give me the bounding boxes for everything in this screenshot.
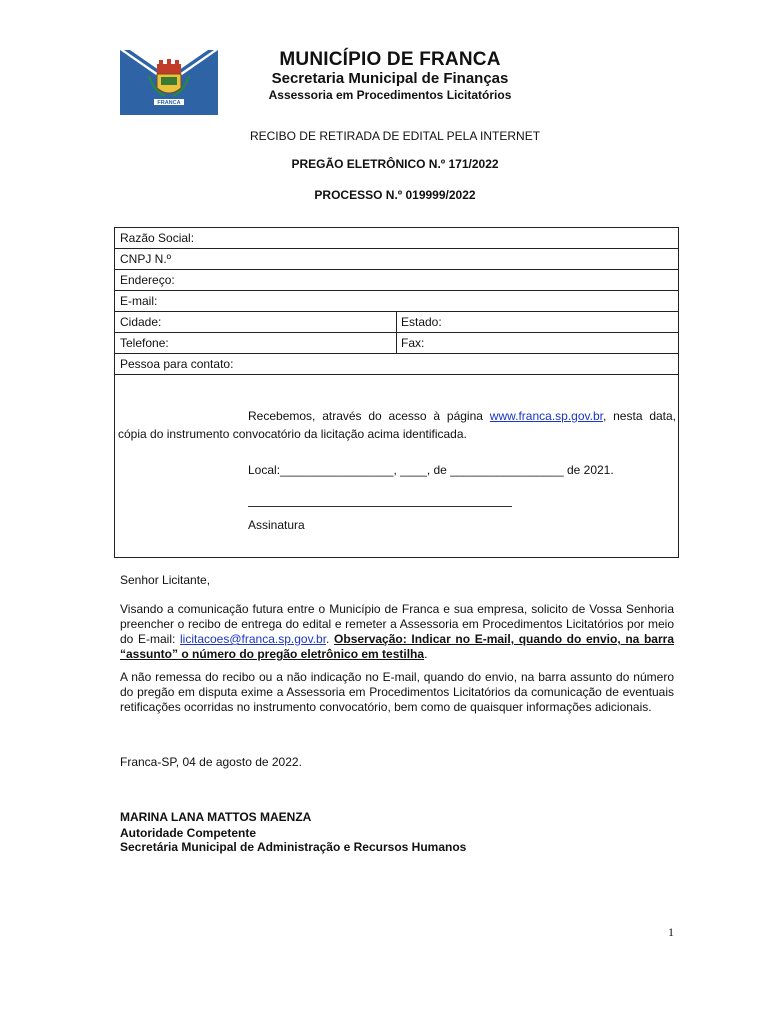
pessoa-contato-label: Pessoa para contato: bbox=[120, 357, 234, 371]
signatory-name: MARINA LANA MATTOS MAENZA bbox=[120, 810, 312, 824]
email-field[interactable] bbox=[115, 291, 678, 312]
receipt-form bbox=[114, 227, 679, 558]
signatory-role: Autoridade Competente bbox=[120, 826, 257, 840]
cidade-estado-row bbox=[115, 312, 678, 333]
telefone-fax-row bbox=[115, 333, 678, 354]
svg-text:FRANCA: FRANCA bbox=[157, 100, 181, 106]
razao-social-field[interactable] bbox=[115, 228, 678, 249]
receipt-text-end: , nesta data, cópia do instrumento convocatório da licitação acima identificada. bbox=[118, 409, 677, 441]
date-place: Franca-SP, 04 de agosto de 2022. bbox=[120, 755, 302, 769]
licitacoes-email-link[interactable]: licitacoes@franca.sp.gov.br bbox=[180, 632, 327, 646]
instructions-text: Visando a comunicação futura entre o Município de Franca e sua empresa, solicito de Vossa Senhoria preencher o recibo de entrega do edital e remeter a Assessoria em Procedimentos Licitatórios por meio do E-mail: bbox=[120, 602, 674, 646]
page-number: 1 bbox=[668, 925, 674, 939]
page-subtitle: Secretaria Municipal de Finanças bbox=[271, 70, 509, 87]
page-title: MUNICÍPIO DE FRANCA bbox=[279, 49, 501, 70]
processo-number: PROCESSO N.º 019999/2022 bbox=[314, 188, 476, 202]
endereco-field[interactable] bbox=[115, 270, 678, 291]
paragraph-notice: A não remessa do recibo ou a não indicação no E-mail, quando do envio, na barra assunto do número do pregão em disputa exime a Assessoria em Procedimentos Licitatórios da comunicação de eventuais retificações ocorridas no instrumento convocatório, bem como de quaisquer informações adicionais. bbox=[120, 670, 674, 714]
period: . bbox=[424, 647, 428, 661]
local-date-line: Local:_________________, ____, de _________________ de 2021. bbox=[248, 463, 614, 477]
fax-label: Fax: bbox=[401, 336, 425, 350]
signature-line bbox=[248, 506, 512, 507]
separator: . bbox=[326, 632, 335, 646]
cnpj-label: CNPJ N.º bbox=[120, 252, 172, 266]
document-title: RECIBO DE RETIRADA DE EDITAL PELA INTERNET bbox=[249, 129, 541, 143]
cidade-label: Cidade: bbox=[120, 315, 162, 329]
razao-social-label: Razão Social: bbox=[120, 231, 195, 245]
cnpj-field[interactable] bbox=[115, 249, 678, 270]
paragraph-instructions bbox=[120, 602, 674, 662]
franca-website-link[interactable]: www.franca.sp.gov.br bbox=[489, 409, 603, 423]
observation-note: Observação: Indicar no E-mail, quando do envio, na barra “assunto” o número do pregão eletrônico em testilha bbox=[120, 632, 674, 661]
telefone-label: Telefone: bbox=[120, 336, 169, 350]
receipt-text-start: Recebemos, através do acesso à página bbox=[248, 409, 483, 423]
receipt-statement bbox=[118, 407, 676, 443]
pessoa-contato-field[interactable] bbox=[115, 354, 678, 375]
department-name: Assessoria em Procedimentos Licitatórios bbox=[268, 88, 512, 102]
franca-flag-logo bbox=[120, 50, 218, 115]
email-label: E-mail: bbox=[120, 294, 158, 308]
pregao-number: PREGÃO ELETRÔNICO N.º 171/2022 bbox=[291, 157, 499, 171]
endereco-label: Endereço: bbox=[120, 273, 175, 287]
estado-label: Estado: bbox=[401, 315, 442, 329]
signature-label: Assinatura bbox=[248, 518, 305, 532]
signatory-position: Secretária Municipal de Administração e Recursos Humanos bbox=[120, 840, 467, 854]
column-divider bbox=[396, 312, 397, 332]
column-divider bbox=[396, 333, 397, 353]
salutation: Senhor Licitante, bbox=[120, 573, 211, 587]
